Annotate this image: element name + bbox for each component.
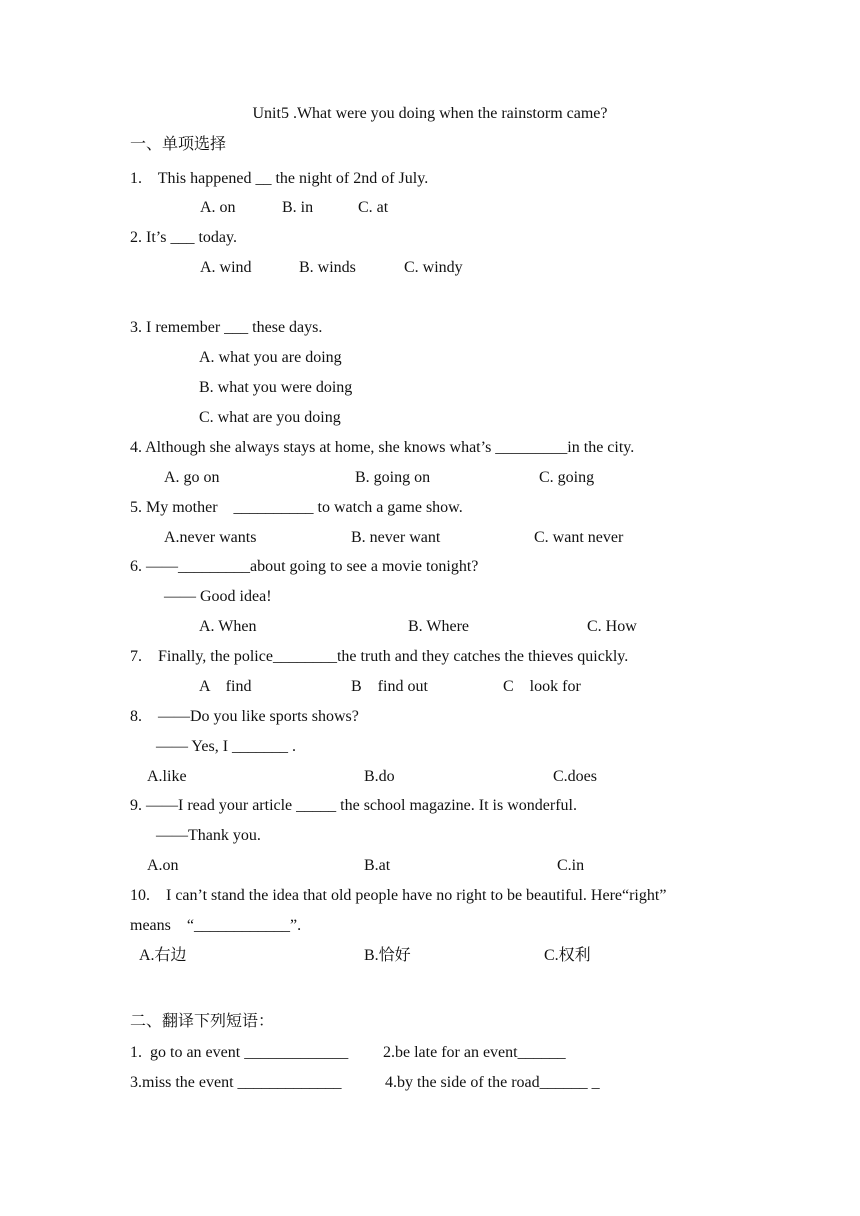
question-1: 1. This happened __ the night of 2nd of July. bbox=[130, 170, 429, 187]
q5-option-a: A.never wants bbox=[164, 529, 257, 546]
q10-option-b: B.恰好 bbox=[364, 947, 411, 964]
q9-reply: ——Thank you. bbox=[156, 827, 261, 844]
document-title: Unit5 .What were you doing when the rainstorm came? bbox=[252, 105, 608, 122]
question-3: 3. I remember ___ these days. bbox=[130, 319, 323, 336]
q9-option-b: B.at bbox=[364, 857, 391, 874]
q1-option-b: B. in bbox=[282, 199, 314, 216]
q10-option-a: A.右边 bbox=[139, 947, 187, 964]
q4-option-b: B. going on bbox=[355, 469, 431, 486]
q4-option-a: A. go on bbox=[164, 469, 220, 486]
question-7: 7. Finally, the police________the truth and they catches the thieves quickly. bbox=[130, 648, 629, 665]
q2-option-b: B. winds bbox=[299, 259, 356, 276]
question-9: 9. ——I read your article _____ the school magazine. It is wonderful. bbox=[130, 797, 577, 814]
q6-reply: —— Good idea! bbox=[164, 588, 272, 605]
q4-option-c: C. going bbox=[539, 469, 595, 486]
translate-item-4: 4.by the side of the road______ _ bbox=[385, 1074, 600, 1091]
q1-option-a: A. on bbox=[200, 199, 236, 216]
question-5: 5. My mother __________ to watch a game show. bbox=[130, 499, 463, 516]
q10-option-c: C.权利 bbox=[544, 947, 591, 964]
q6-option-b: B. Where bbox=[408, 618, 470, 635]
translate-item-2: 2.be late for an event______ bbox=[383, 1044, 566, 1061]
translate-item-3: 3.miss the event _____________ bbox=[130, 1074, 342, 1091]
translate-item-1: 1. go to an event _____________ bbox=[130, 1044, 349, 1061]
q2-option-c: C. windy bbox=[404, 259, 463, 276]
question-10: 10. I can’t stand the idea that old people have no right to be beautiful. Here“right” bbox=[130, 887, 667, 904]
q7-option-c: C look for bbox=[503, 678, 581, 695]
q5-option-c: C. want never bbox=[534, 529, 624, 546]
q1-option-c: C. at bbox=[358, 199, 389, 216]
q8-option-c: C.does bbox=[553, 768, 597, 785]
q7-option-b: B find out bbox=[351, 678, 428, 695]
q6-option-a: A. When bbox=[199, 618, 257, 635]
q9-option-a: A.on bbox=[147, 857, 179, 874]
q2-option-a: A. wind bbox=[200, 259, 252, 276]
section1-heading: 一、单项选择 bbox=[130, 136, 227, 153]
question-8: 8. ——Do you like sports shows? bbox=[130, 708, 359, 725]
question-2: 2. It’s ___ today. bbox=[130, 229, 237, 246]
q8-option-b: B.do bbox=[364, 768, 395, 785]
q3-option-b: B. what you were doing bbox=[199, 379, 353, 396]
section2-heading: 二、翻译下列短语： bbox=[130, 1013, 275, 1030]
question-10-continued: means “____________”. bbox=[130, 917, 302, 934]
q6-option-c: C. How bbox=[587, 618, 637, 635]
q7-option-a: A find bbox=[199, 678, 252, 695]
question-4: 4. Although she always stays at home, she knows what’s _________in the city. bbox=[130, 439, 635, 456]
q3-option-c: C. what are you doing bbox=[199, 409, 341, 426]
q8-option-a: A.like bbox=[147, 768, 187, 785]
q3-option-a: A. what you are doing bbox=[199, 349, 342, 366]
q5-option-b: B. never want bbox=[351, 529, 441, 546]
q9-option-c: C.in bbox=[557, 857, 585, 874]
q8-reply: —— Yes, I _______ . bbox=[156, 738, 297, 755]
question-6: 6. ——_________about going to see a movie tonight? bbox=[130, 558, 479, 575]
